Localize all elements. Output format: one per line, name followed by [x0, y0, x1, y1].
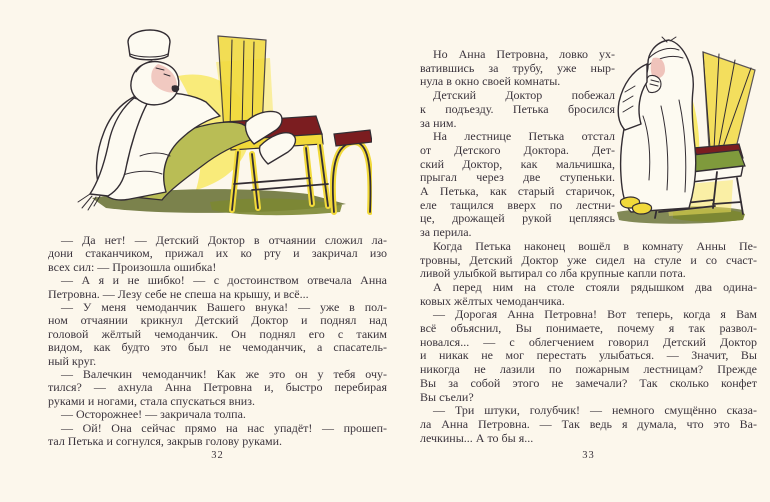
text-line: А перед ним на столе стояли рядышком два одина-: [433, 279, 757, 294]
text-line: — Три штуки, голубчик! — немного смущённо сказа-: [433, 403, 757, 418]
text-line: — Ой! Она сейчас прямо на нас упадёт! — прошеп-: [61, 420, 387, 435]
right-page-text: [420, 48, 757, 445]
paragraph: [48, 301, 387, 368]
text-line: Вы за собой этого не замечали? Так сколько конфет: [420, 375, 757, 390]
text-line: — Осторожнее! — закричала толпа.: [61, 407, 246, 422]
text-line: — Валечкин чемоданчик! Как же это он у тебя очу-: [61, 367, 387, 382]
text-line: А Петька, как старый старичок,: [420, 184, 615, 199]
text-line: головой жёлтый чемоданчик. Он поднял его с таким: [48, 326, 387, 341]
text-line: Петровна. — Лезу себе не спеша на крышу, и всё...: [48, 286, 309, 301]
text-line: и никак не мог перестать улыбаться. — Значит, Вы: [420, 348, 757, 363]
paragraph: [420, 240, 757, 281]
text-line: от Детского Доктора. Дет-: [420, 142, 615, 157]
text-line: видом, как будто это был не чемоданчик, а спасатель-: [48, 340, 387, 355]
text-line: нула в окно своей комнаты.: [420, 74, 561, 89]
text-line: всех сил: — Произошла ошибка!: [48, 259, 217, 274]
paragraph: [48, 274, 387, 301]
left-page-text: [48, 234, 387, 449]
text-line: лечкины... А то бы я...: [420, 430, 534, 445]
text-line: ном отчаянии крикнул Детский Доктор и поднял над: [48, 313, 387, 328]
paragraph: [420, 281, 757, 308]
paragraph: [48, 422, 387, 449]
text-line: Вы съели?: [420, 389, 474, 404]
text-line: за ним.: [420, 115, 457, 130]
text-line: — Да нет! — Детский Доктор в отчаянии сложил ла-: [61, 233, 387, 247]
page-number: 32: [211, 450, 224, 461]
text-line: тровны, Детский Доктор уже сидел на стуле и со счаст-: [420, 252, 757, 267]
text-line: На лестнице Петька отстал: [433, 129, 615, 144]
text-line: — У меня чемоданчик Вашего внука! — уже в пол-: [61, 300, 387, 315]
text-line: за перила.: [420, 225, 472, 240]
text-line: никогда не лазили по пожарным лестницам? Прежде: [420, 362, 757, 377]
paragraph: [48, 408, 387, 421]
stool: [333, 130, 372, 212]
text-line: к подъезду. Петька бросился: [420, 101, 615, 116]
paragraph: [420, 404, 757, 445]
paragraph: [420, 308, 757, 404]
text-line: це, дрожащей рукой цепляясь: [420, 211, 615, 226]
text-line: ный круг.: [48, 353, 97, 368]
text-line: ливой улыбкой вытирал со лба крупные капли пота.: [420, 266, 686, 281]
paragraph: [48, 368, 387, 408]
illustration-anna-petrovna: [623, 48, 757, 234]
cap: [128, 30, 170, 60]
text-line: Когда Петька наконец вошёл в комнату Анны Пе-: [433, 238, 757, 253]
text-line: всё объяснил, Вы понимаете, почему я так развол-: [420, 321, 757, 336]
text-line: тал Петька и согнулся, закрыв голову руками.: [48, 434, 283, 449]
text-line: ватившись за трубу, уже ныр-: [420, 60, 615, 75]
hand: [78, 194, 100, 210]
illustration-anna-petrovna-svg: [613, 36, 758, 236]
text-line: ский Доктор, как мальчишка,: [420, 156, 615, 171]
text-line: Но Анна Петровна, ловко ух-: [433, 47, 615, 61]
page-number: 33: [582, 450, 595, 461]
text-line: дони стаканчиком, прижал их ко рту и закричал изо: [48, 246, 387, 261]
head: [131, 61, 179, 105]
text-line: — А я и не шибко! — с достоинством отвечала Анна: [61, 273, 387, 288]
anna-figure: [618, 37, 696, 214]
text-line: еле тащился вверх по лестни-: [420, 197, 615, 212]
text-line: тился? — ахнула Анна Петровна и, быстро перебирая: [48, 380, 387, 395]
text-line: — Дорогая Анна Петровна! Вот теперь, когда я Вам: [433, 307, 757, 322]
text-line: Детский Доктор побежал: [433, 88, 615, 103]
text-line: прыгал через две ступеньки.: [420, 170, 615, 185]
text-line: ла Анна Петровна. — Так ведь я думала, что это Ва-: [420, 416, 757, 431]
text-line: ковых жёлтых чемоданчика.: [420, 293, 565, 308]
illustration-doctor-fallen: [40, 6, 372, 228]
paragraph: [48, 234, 387, 274]
text-line: руками и ногами, стала спускаться вниз.: [48, 393, 255, 408]
text-line: новался... — с облегчением говорил Детский Доктор: [420, 334, 757, 349]
